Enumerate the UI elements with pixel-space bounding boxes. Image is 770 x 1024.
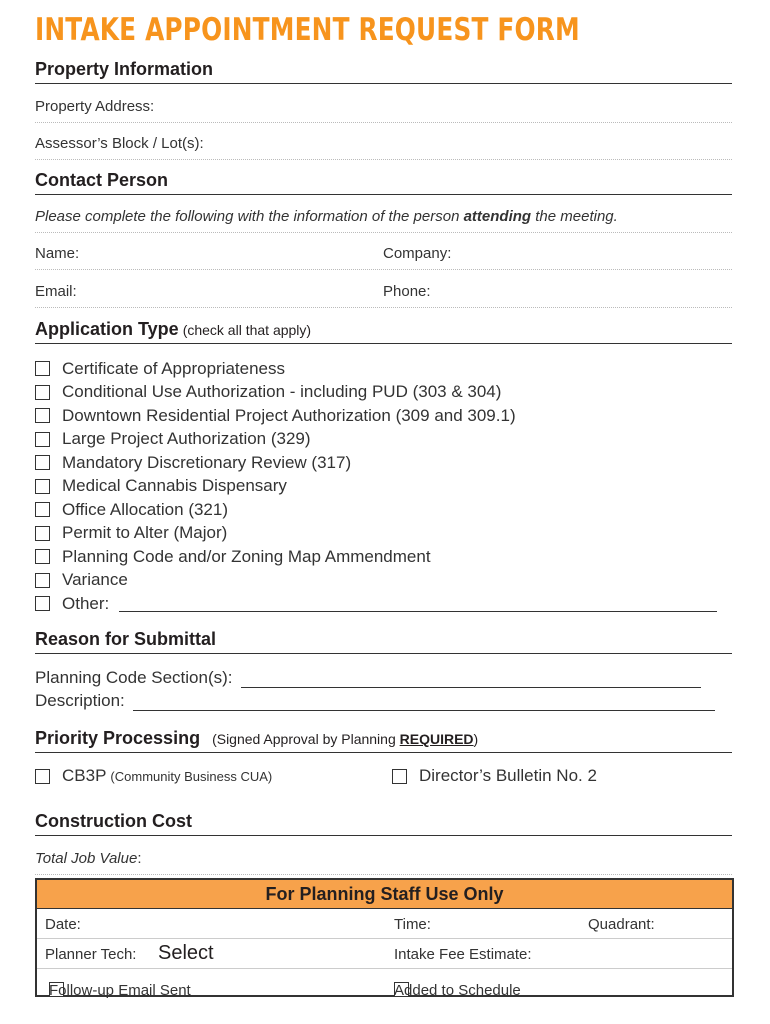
other-input-line[interactable] [119,596,717,612]
application-type-list [35,357,735,616]
checkbox[interactable] [35,479,50,494]
staff-date-label: Date: [45,916,81,933]
name-company-row[interactable] [35,245,732,270]
priority-title: Priority Processing [35,728,201,748]
option-cb3p[interactable] [35,766,272,786]
property-address-label: Property Address: [35,98,155,115]
checkbox[interactable] [35,432,50,447]
checkbox[interactable] [35,361,50,376]
directors-bulletin-label: Director’s Bulletin No. 2 [419,766,597,785]
name-label: Name: [35,245,80,262]
construction-heading: Construction Cost [35,811,732,836]
staff-quadrant-label: Quadrant: [588,916,655,933]
phone-label: Phone: [383,283,431,300]
option-conditional-use[interactable] [35,381,735,405]
priority-heading [35,728,732,753]
application-type-title: Application Type [35,319,179,339]
option-label: Office Allocation (321) [62,499,228,519]
contact-heading: Contact Person [35,170,732,195]
checkbox[interactable] [35,408,50,423]
checkbox[interactable] [35,769,50,784]
checkbox[interactable] [35,502,50,517]
option-label: Planning Code and/or Zoning Map Ammendment [62,546,431,566]
checkbox[interactable] [35,526,50,541]
priority-note-end: ) [473,731,479,747]
staff-use-box [35,878,734,997]
option-label: Certificate of Appropriateness [62,358,286,378]
option-other[interactable] [35,592,735,616]
job-value-colon: : [137,850,142,867]
option-variance[interactable] [35,569,735,593]
company-label: Company: [383,245,452,262]
staff-heading: For Planning Staff Use Only [37,880,732,909]
option-label: Large Project Authorization (329) [62,429,311,449]
option-label: Downtown Residential Project Authorization (309 and 309.1) [62,405,516,425]
staff-time-label: Time: [394,916,431,933]
staff-planner-row [37,939,732,969]
checkbox[interactable] [35,385,50,400]
option-certificate[interactable] [35,357,735,381]
option-label: Other: [62,593,110,613]
cb3p-small-label: (Community Business CUA) [110,768,273,784]
application-type-heading [35,319,732,344]
option-label: Permit to Alter (Major) [62,523,228,543]
contact-note [35,208,732,233]
option-permit-alter[interactable] [35,522,735,546]
planner-tech-select[interactable]: Select [158,942,214,964]
description-row [35,691,715,711]
option-planning-code[interactable] [35,545,735,569]
option-office-allocation[interactable] [35,498,735,522]
option-label: Variance [62,570,128,590]
planning-code-input-line[interactable] [241,672,701,688]
planning-code-row [35,668,701,688]
email-phone-row[interactable] [35,283,732,308]
block-lot-label: Assessor’s Block / Lot(s): [35,135,204,152]
staff-check-row [37,969,732,999]
application-type-note: (check all that apply) [182,322,312,338]
form-title: INTAKE APPOINTMENT REQUEST FORM [35,12,580,48]
planner-tech-label: Planner Tech: [45,946,137,963]
priority-note [212,731,478,747]
option-large-project[interactable] [35,428,735,452]
priority-note-start: (Signed Approval by Planning [212,731,400,747]
cb3p-label: CB3P [62,766,107,785]
job-value-field[interactable] [35,850,732,875]
planning-code-label: Planning Code Section(s): [35,668,233,687]
contact-note-text: Please complete the following with the information of the person [35,208,464,225]
checkbox[interactable] [35,455,50,470]
option-label: Medical Cannabis Dispensary [62,476,287,496]
job-value-label: Total Job Value [35,850,138,867]
priority-required: REQUIRED [399,731,474,747]
property-address-field[interactable] [35,98,732,123]
checkbox[interactable] [392,769,407,784]
contact-note-end: the meeting. [531,208,618,225]
checkbox[interactable] [35,596,50,611]
added-schedule-label: Added to Schedule [394,982,521,999]
description-input-line[interactable] [133,695,715,711]
option-label: Conditional Use Authorization - including PUD (303 & 304) [62,382,502,402]
description-label: Description: [35,691,125,710]
block-lot-field[interactable] [35,135,732,160]
property-info-heading: Property Information [35,59,732,84]
contact-note-bold: attending [463,208,532,225]
option-downtown-residential[interactable] [35,404,735,428]
email-label: Email: [35,283,77,300]
followup-email-label: Follow-up Email Sent [49,982,191,999]
checkbox[interactable] [35,549,50,564]
option-discretionary-review[interactable] [35,451,735,475]
option-cannabis[interactable] [35,475,735,499]
staff-date-row [37,909,732,939]
intake-fee-label: Intake Fee Estimate: [394,946,532,963]
option-label: Mandatory Discretionary Review (317) [62,452,352,472]
checkbox[interactable] [35,573,50,588]
option-directors-bulletin[interactable] [392,766,597,786]
reason-heading: Reason for Submittal [35,629,732,654]
